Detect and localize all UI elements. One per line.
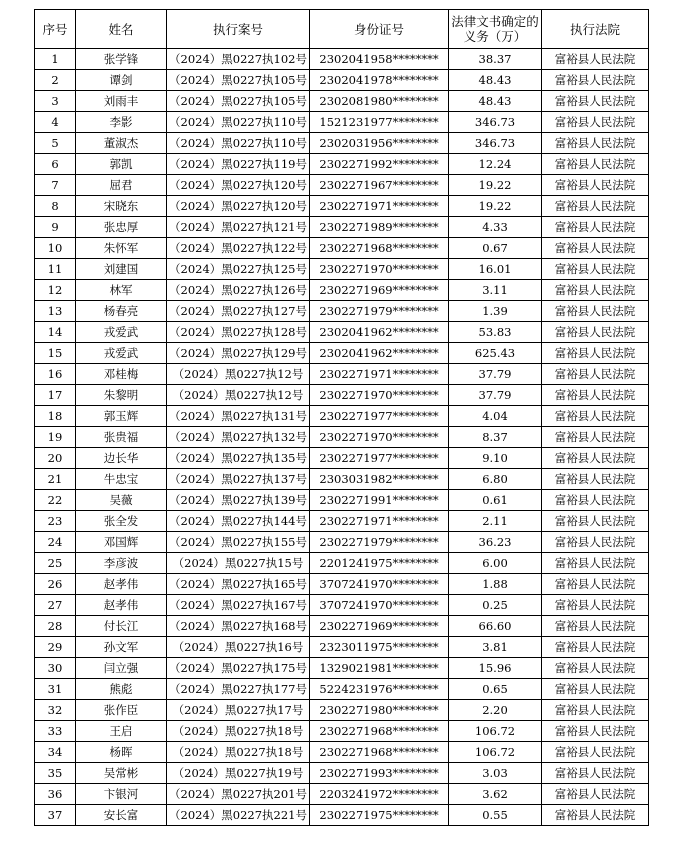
table-row (35, 301, 649, 322)
cell-seq: 9 (35, 217, 76, 238)
cell-id-no: 3707241970******** (310, 574, 449, 595)
cell-obligation: 53.83 (449, 322, 542, 343)
cell-court: 富裕县人民法院 (542, 784, 649, 805)
cell-id-no: 2302041962******** (310, 322, 449, 343)
cell-court: 富裕县人民法院 (542, 91, 649, 112)
cell-case-no: （2024）黑0227执122号 (167, 238, 310, 259)
cell-case-no: （2024）黑0227执131号 (167, 406, 310, 427)
cell-id-no: 2302041962******** (310, 343, 449, 364)
cell-court: 富裕县人民法院 (542, 721, 649, 742)
cell-seq: 17 (35, 385, 76, 406)
table-row (35, 595, 649, 616)
cell-id-no: 2302271969******** (310, 616, 449, 637)
cell-obligation: 346.73 (449, 133, 542, 154)
cell-obligation: 0.67 (449, 238, 542, 259)
table-row (35, 343, 649, 364)
cell-name: 林军 (76, 280, 167, 301)
cell-seq: 1 (35, 49, 76, 70)
cell-case-no: （2024）黑0227执175号 (167, 658, 310, 679)
cell-seq: 14 (35, 322, 76, 343)
cell-seq: 26 (35, 574, 76, 595)
cell-court: 富裕县人民法院 (542, 217, 649, 238)
header-obligation: 法律文书确定的义务（万） (449, 10, 542, 49)
cell-court: 富裕县人民法院 (542, 70, 649, 91)
cell-court: 富裕县人民法院 (542, 805, 649, 826)
cell-court: 富裕县人民法院 (542, 469, 649, 490)
cell-case-no: （2024）黑0227执12号 (167, 385, 310, 406)
cell-id-no: 2302271971******** (310, 196, 449, 217)
header-id-no: 身份证号 (310, 10, 449, 49)
table-row (35, 49, 649, 70)
cell-court: 富裕县人民法院 (542, 196, 649, 217)
cell-obligation: 37.79 (449, 364, 542, 385)
cell-name: 朱怀军 (76, 238, 167, 259)
table-row (35, 574, 649, 595)
cell-obligation: 0.65 (449, 679, 542, 700)
cell-court: 富裕县人民法院 (542, 511, 649, 532)
cell-case-no: （2024）黑0227执132号 (167, 427, 310, 448)
cell-name: 熊彪 (76, 679, 167, 700)
cell-name: 付长江 (76, 616, 167, 637)
cell-case-no: （2024）黑0227执167号 (167, 595, 310, 616)
table-row (35, 196, 649, 217)
cell-case-no: （2024）黑0227执121号 (167, 217, 310, 238)
cell-name: 卞银河 (76, 784, 167, 805)
cell-obligation: 12.24 (449, 154, 542, 175)
cell-name: 宋晓东 (76, 196, 167, 217)
cell-case-no: （2024）黑0227执19号 (167, 763, 310, 784)
cell-obligation: 3.62 (449, 784, 542, 805)
cell-case-no: （2024）黑0227执135号 (167, 448, 310, 469)
cell-obligation: 48.43 (449, 91, 542, 112)
table-row (35, 469, 649, 490)
cell-name: 杨晖 (76, 742, 167, 763)
cell-seq: 37 (35, 805, 76, 826)
cell-name: 戎爱武 (76, 343, 167, 364)
cell-id-no: 2302271968******** (310, 238, 449, 259)
enforcement-table (34, 9, 649, 826)
table-row (35, 700, 649, 721)
cell-court: 富裕县人民法院 (542, 658, 649, 679)
table-row (35, 154, 649, 175)
cell-case-no: （2024）黑0227执144号 (167, 511, 310, 532)
cell-obligation: 48.43 (449, 70, 542, 91)
cell-id-no: 2201241975******** (310, 553, 449, 574)
table-row (35, 511, 649, 532)
table-row (35, 742, 649, 763)
cell-id-no: 2323011975******** (310, 637, 449, 658)
cell-case-no: （2024）黑0227执12号 (167, 364, 310, 385)
cell-seq: 25 (35, 553, 76, 574)
cell-case-no: （2024）黑0227执110号 (167, 133, 310, 154)
cell-case-no: （2024）黑0227执221号 (167, 805, 310, 826)
table-row (35, 217, 649, 238)
cell-court: 富裕县人民法院 (542, 679, 649, 700)
cell-seq: 30 (35, 658, 76, 679)
cell-id-no: 5224231976******** (310, 679, 449, 700)
header-row (35, 10, 649, 49)
cell-court: 富裕县人民法院 (542, 574, 649, 595)
cell-case-no: （2024）黑0227执126号 (167, 280, 310, 301)
table-row (35, 763, 649, 784)
cell-id-no: 2302271979******** (310, 301, 449, 322)
cell-court: 富裕县人民法院 (542, 238, 649, 259)
cell-seq: 4 (35, 112, 76, 133)
cell-seq: 32 (35, 700, 76, 721)
cell-id-no: 2302271971******** (310, 511, 449, 532)
cell-id-no: 2302271992******** (310, 154, 449, 175)
cell-court: 富裕县人民法院 (542, 763, 649, 784)
cell-name: 刘建国 (76, 259, 167, 280)
cell-court: 富裕县人民法院 (542, 49, 649, 70)
cell-seq: 21 (35, 469, 76, 490)
table-row (35, 322, 649, 343)
cell-case-no: （2024）黑0227执168号 (167, 616, 310, 637)
cell-name: 李影 (76, 112, 167, 133)
cell-seq: 23 (35, 511, 76, 532)
cell-case-no: （2024）黑0227执105号 (167, 70, 310, 91)
cell-id-no: 3707241970******** (310, 595, 449, 616)
cell-court: 富裕县人民法院 (542, 427, 649, 448)
cell-name: 朱黎明 (76, 385, 167, 406)
cell-id-no: 2302271971******** (310, 364, 449, 385)
cell-case-no: （2024）黑0227执165号 (167, 574, 310, 595)
cell-court: 富裕县人民法院 (542, 280, 649, 301)
cell-obligation: 37.79 (449, 385, 542, 406)
cell-name: 邓桂梅 (76, 364, 167, 385)
cell-obligation: 346.73 (449, 112, 542, 133)
cell-seq: 28 (35, 616, 76, 637)
cell-seq: 2 (35, 70, 76, 91)
cell-name: 吴薇 (76, 490, 167, 511)
cell-case-no: （2024）黑0227执201号 (167, 784, 310, 805)
cell-obligation: 38.37 (449, 49, 542, 70)
cell-seq: 20 (35, 448, 76, 469)
cell-court: 富裕县人民法院 (542, 154, 649, 175)
cell-name: 安长富 (76, 805, 167, 826)
cell-obligation: 19.22 (449, 175, 542, 196)
cell-court: 富裕县人民法院 (542, 301, 649, 322)
cell-obligation: 3.81 (449, 637, 542, 658)
cell-obligation: 0.55 (449, 805, 542, 826)
cell-obligation: 106.72 (449, 742, 542, 763)
header-seq: 序号 (35, 10, 76, 49)
cell-case-no: （2024）黑0227执120号 (167, 196, 310, 217)
table-body (35, 49, 649, 826)
cell-seq: 7 (35, 175, 76, 196)
cell-seq: 35 (35, 763, 76, 784)
cell-id-no: 2302041958******** (310, 49, 449, 70)
cell-id-no: 2302271968******** (310, 721, 449, 742)
cell-name: 张学锋 (76, 49, 167, 70)
cell-seq: 10 (35, 238, 76, 259)
table-row (35, 175, 649, 196)
cell-court: 富裕县人民法院 (542, 175, 649, 196)
cell-id-no: 1521231977******** (310, 112, 449, 133)
cell-seq: 18 (35, 406, 76, 427)
cell-obligation: 15.96 (449, 658, 542, 679)
cell-court: 富裕县人民法院 (542, 637, 649, 658)
table-row (35, 406, 649, 427)
cell-name: 王启 (76, 721, 167, 742)
cell-seq: 34 (35, 742, 76, 763)
cell-court: 富裕县人民法院 (542, 700, 649, 721)
cell-id-no: 2302271977******** (310, 448, 449, 469)
cell-name: 谭剑 (76, 70, 167, 91)
cell-obligation: 2.11 (449, 511, 542, 532)
table-row (35, 721, 649, 742)
cell-name: 张贵福 (76, 427, 167, 448)
cell-seq: 31 (35, 679, 76, 700)
cell-case-no: （2024）黑0227执119号 (167, 154, 310, 175)
cell-case-no: （2024）黑0227执127号 (167, 301, 310, 322)
cell-id-no: 2302271980******** (310, 700, 449, 721)
table-row (35, 133, 649, 154)
table-row (35, 385, 649, 406)
table-row (35, 616, 649, 637)
cell-id-no: 2302031956******** (310, 133, 449, 154)
cell-obligation: 19.22 (449, 196, 542, 217)
cell-case-no: （2024）黑0227执105号 (167, 91, 310, 112)
cell-name: 郭玉辉 (76, 406, 167, 427)
cell-id-no: 2302271967******** (310, 175, 449, 196)
cell-obligation: 1.39 (449, 301, 542, 322)
cell-obligation: 625.43 (449, 343, 542, 364)
cell-id-no: 2302271989******** (310, 217, 449, 238)
cell-case-no: （2024）黑0227执18号 (167, 721, 310, 742)
cell-id-no: 2302271970******** (310, 385, 449, 406)
table-row (35, 805, 649, 826)
cell-name: 赵孝伟 (76, 574, 167, 595)
cell-seq: 33 (35, 721, 76, 742)
cell-name: 屈君 (76, 175, 167, 196)
cell-seq: 22 (35, 490, 76, 511)
cell-seq: 11 (35, 259, 76, 280)
cell-case-no: （2024）黑0227执129号 (167, 343, 310, 364)
table-row (35, 490, 649, 511)
cell-case-no: （2024）黑0227执15号 (167, 553, 310, 574)
cell-court: 富裕县人民法院 (542, 385, 649, 406)
cell-id-no: 2303031982******** (310, 469, 449, 490)
cell-name: 董淑杰 (76, 133, 167, 154)
table-row (35, 364, 649, 385)
cell-seq: 12 (35, 280, 76, 301)
cell-seq: 27 (35, 595, 76, 616)
cell-obligation: 8.37 (449, 427, 542, 448)
cell-seq: 16 (35, 364, 76, 385)
table-row (35, 259, 649, 280)
table-row (35, 553, 649, 574)
header-court: 执行法院 (542, 10, 649, 49)
cell-obligation: 106.72 (449, 721, 542, 742)
cell-obligation: 4.04 (449, 406, 542, 427)
cell-court: 富裕县人民法院 (542, 322, 649, 343)
cell-obligation: 66.60 (449, 616, 542, 637)
cell-obligation: 0.25 (449, 595, 542, 616)
cell-name: 边长华 (76, 448, 167, 469)
cell-case-no: （2024）黑0227执17号 (167, 700, 310, 721)
cell-obligation: 2.20 (449, 700, 542, 721)
cell-id-no: 2302271970******** (310, 427, 449, 448)
cell-court: 富裕县人民法院 (542, 532, 649, 553)
table-row (35, 679, 649, 700)
cell-case-no: （2024）黑0227执139号 (167, 490, 310, 511)
cell-court: 富裕县人民法院 (542, 364, 649, 385)
cell-obligation: 16.01 (449, 259, 542, 280)
header-case-no: 执行案号 (167, 10, 310, 49)
cell-obligation: 0.61 (449, 490, 542, 511)
cell-obligation: 1.88 (449, 574, 542, 595)
cell-id-no: 1329021981******** (310, 658, 449, 679)
table-row (35, 532, 649, 553)
cell-court: 富裕县人民法院 (542, 490, 649, 511)
cell-name: 张全发 (76, 511, 167, 532)
table-row (35, 637, 649, 658)
cell-case-no: （2024）黑0227执18号 (167, 742, 310, 763)
cell-name: 赵孝伟 (76, 595, 167, 616)
header-name: 姓名 (76, 10, 167, 49)
cell-seq: 36 (35, 784, 76, 805)
cell-name: 张作臣 (76, 700, 167, 721)
cell-seq: 13 (35, 301, 76, 322)
cell-name: 吴常彬 (76, 763, 167, 784)
cell-name: 孙文军 (76, 637, 167, 658)
cell-seq: 15 (35, 343, 76, 364)
cell-name: 刘雨丰 (76, 91, 167, 112)
cell-id-no: 2302271979******** (310, 532, 449, 553)
cell-court: 富裕县人民法院 (542, 406, 649, 427)
cell-obligation: 36.23 (449, 532, 542, 553)
cell-seq: 3 (35, 91, 76, 112)
cell-name: 闫立强 (76, 658, 167, 679)
cell-name: 郭凯 (76, 154, 167, 175)
table-row (35, 448, 649, 469)
cell-id-no: 2302271993******** (310, 763, 449, 784)
cell-obligation: 9.10 (449, 448, 542, 469)
table-row (35, 280, 649, 301)
cell-case-no: （2024）黑0227执137号 (167, 469, 310, 490)
cell-seq: 24 (35, 532, 76, 553)
cell-name: 李彦波 (76, 553, 167, 574)
cell-court: 富裕县人民法院 (542, 112, 649, 133)
cell-name: 杨春亮 (76, 301, 167, 322)
cell-court: 富裕县人民法院 (542, 616, 649, 637)
cell-obligation: 6.80 (449, 469, 542, 490)
table-row (35, 238, 649, 259)
cell-court: 富裕县人民法院 (542, 448, 649, 469)
cell-id-no: 2302271970******** (310, 259, 449, 280)
table-row (35, 91, 649, 112)
cell-court: 富裕县人民法院 (542, 259, 649, 280)
cell-name: 牛忠宝 (76, 469, 167, 490)
cell-case-no: （2024）黑0227执155号 (167, 532, 310, 553)
cell-seq: 6 (35, 154, 76, 175)
cell-case-no: （2024）黑0227执120号 (167, 175, 310, 196)
table-row (35, 112, 649, 133)
cell-case-no: （2024）黑0227执16号 (167, 637, 310, 658)
cell-id-no: 2302041978******** (310, 70, 449, 91)
cell-case-no: （2024）黑0227执128号 (167, 322, 310, 343)
cell-case-no: （2024）黑0227执102号 (167, 49, 310, 70)
cell-obligation: 4.33 (449, 217, 542, 238)
table-row (35, 427, 649, 448)
table-row (35, 658, 649, 679)
cell-seq: 8 (35, 196, 76, 217)
cell-case-no: （2024）黑0227执177号 (167, 679, 310, 700)
cell-name: 邓国辉 (76, 532, 167, 553)
table-row (35, 70, 649, 91)
cell-id-no: 2302271968******** (310, 742, 449, 763)
cell-court: 富裕县人民法院 (542, 742, 649, 763)
cell-id-no: 2302271991******** (310, 490, 449, 511)
cell-seq: 29 (35, 637, 76, 658)
cell-name: 张忠厚 (76, 217, 167, 238)
cell-id-no: 2302081980******** (310, 91, 449, 112)
cell-case-no: （2024）黑0227执125号 (167, 259, 310, 280)
cell-id-no: 2302271977******** (310, 406, 449, 427)
table-row (35, 784, 649, 805)
cell-id-no: 2203241972******** (310, 784, 449, 805)
cell-court: 富裕县人民法院 (542, 595, 649, 616)
cell-id-no: 2302271975******** (310, 805, 449, 826)
cell-id-no: 2302271969******** (310, 280, 449, 301)
cell-court: 富裕县人民法院 (542, 133, 649, 154)
cell-obligation: 3.03 (449, 763, 542, 784)
cell-obligation: 6.00 (449, 553, 542, 574)
cell-seq: 19 (35, 427, 76, 448)
cell-name: 戎爱武 (76, 322, 167, 343)
cell-case-no: （2024）黑0227执110号 (167, 112, 310, 133)
cell-seq: 5 (35, 133, 76, 154)
cell-court: 富裕县人民法院 (542, 553, 649, 574)
cell-court: 富裕县人民法院 (542, 343, 649, 364)
cell-obligation: 3.11 (449, 280, 542, 301)
